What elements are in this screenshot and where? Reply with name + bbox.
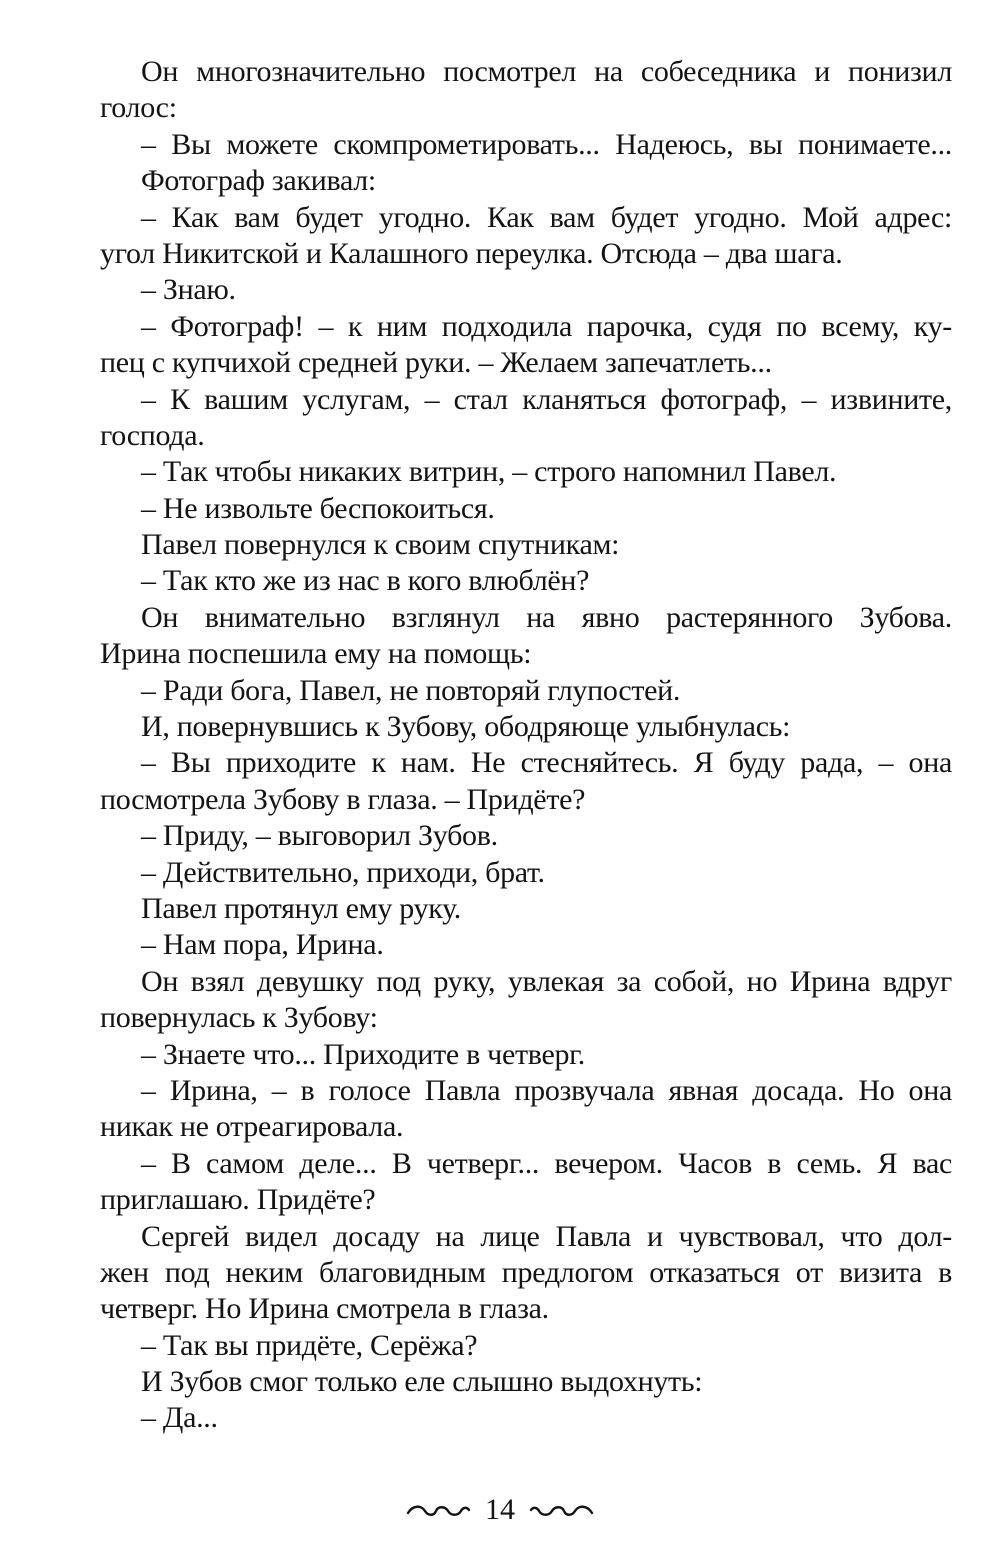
swirl-ornament-icon [405,1500,471,1520]
text-line: угол Никитской и Калашного переулка. Отсюда – два шага. [100,236,843,270]
text-line: – Не извольте беспокоиться. [141,491,495,525]
text-line: – Нам пора, Ирина. [141,928,384,962]
text-line: Ирина поспешила ему на помощь: [100,637,532,671]
text-line: – Знаете что... Приходите в четверг. [141,1037,586,1071]
text-line: – Да... [141,1401,218,1435]
text-line: – Так кто же из нас в кого влюблён? [141,564,590,598]
text-line: господа. [100,418,205,452]
text-line: Павел протянул ему руку. [141,891,461,925]
text-line: приглашаю. Придёте? [100,1183,376,1217]
text-line: – Ирина, – в голосе Павла прозвучала явная досада. Но она [141,1073,952,1107]
text-line: – Так вы придёте, Серёжа? [141,1328,478,1362]
text-line: Сергей видел досаду на лице Павла и чувствовал, что дол- [141,1219,952,1253]
text-line: никак не отреагировала. [100,1110,404,1144]
page-text [100,54,952,1437]
text-line: Он взял девушку под руку, увлекая за собой, но Ирина вдруг [141,964,952,998]
text-line: – Так чтобы никаких витрин, – строго напомнил Павел. [141,455,837,489]
text-line: – К вашим услугам, – стал кланяться фотограф, – извините, [141,382,952,416]
text-line: четверг. Но Ирина смотрела в глаза. [100,1292,549,1326]
swirl-ornament-icon [529,1500,595,1520]
text-line: И Зубов смог только еле слышно выдохнуть: [141,1365,703,1399]
text-line: голос: [100,91,177,125]
text-line: – Вы приходите к нам. Не стесняйтесь. Я буду рада, – она [141,746,952,780]
text-line: Он многозначительно посмотрел на собеседника и понизил [141,55,952,88]
page-footer [0,1488,1000,1532]
text-line: – Фотограф! – к ним подходила парочка, судя по всему, ку- [141,309,952,343]
page-number: 14 [485,1493,515,1526]
text-line: – В самом деле... В четверг... вечером. Часов в семь. Я вас [141,1146,952,1180]
text-line: – Знаю. [141,273,236,307]
text-line: – Вы можете скомпрометировать... Надеюсь, вы понимаете... [141,127,952,161]
text-line: пец с купчихой средней руки. – Желаем запечатлеть... [100,346,772,380]
text-line: – Действительно, приходи, брат. [141,855,545,889]
text-line: Фотограф закивал: [141,164,376,198]
text-line: посмотрела Зубову в глаза. – Придёте? [100,782,586,816]
text-line: повернулась к Зубову: [100,1001,378,1035]
text-line: И, повернувшись к Зубову, ободряюще улыбнулась: [141,710,791,744]
text-line: Павел повернулся к своим спутникам: [141,528,620,562]
text-line: жен под неким благовидным предлогом отказаться от визита в [100,1255,952,1289]
text-line: – Ради бога, Павел, не повторяй глупостей. [141,673,681,707]
text-line: – Как вам будет угодно. Как вам будет угодно. Мой адрес: [141,200,952,234]
text-line: – Приду, – выговорил Зубов. [141,819,498,853]
text-line: Он внимательно взглянул на явно растерянного Зубова. [141,600,952,634]
